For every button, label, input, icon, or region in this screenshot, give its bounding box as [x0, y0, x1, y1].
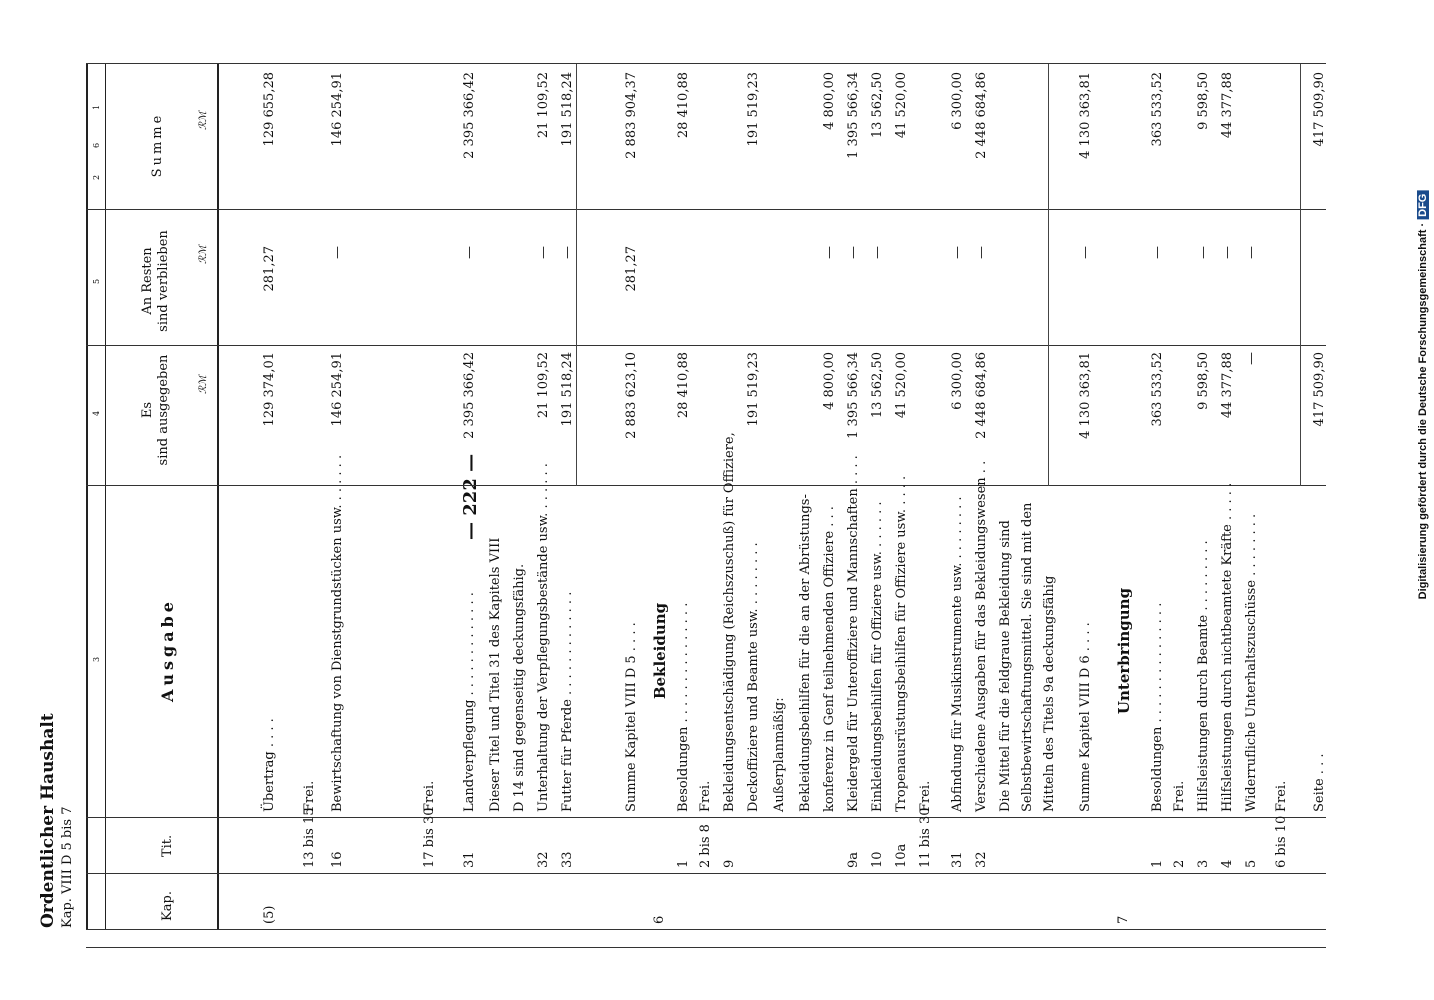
- summe-cell: 2 448 684,86: [974, 72, 989, 159]
- ausgegeben-cell: 21 109,52: [536, 352, 551, 419]
- summe-cell: 1 395 566,34: [846, 72, 861, 159]
- section-heading: Bekleidung: [651, 602, 669, 700]
- ausgegeben-line-1: Es: [140, 401, 155, 419]
- text-cell: Frei.: [698, 780, 713, 812]
- text-cell: Außerplanmäßig:: [772, 697, 787, 812]
- text-cell: Bewirtschaftung von Dienstgrundstücken usw. . . . . . .: [330, 454, 345, 812]
- ausgegeben-cell: 44 377,88: [1220, 352, 1235, 419]
- tit-cell: 31: [950, 851, 965, 868]
- summe-cell: 41 520,00: [894, 72, 909, 139]
- summe-cell: 2 883 904,37: [624, 72, 639, 159]
- resten-line-2: sind verblieben: [156, 230, 171, 332]
- budget-page: [20, 20, 1350, 980]
- text-cell: Frei.: [918, 780, 933, 812]
- page-sum-rule: [1300, 64, 1301, 486]
- text-cell: Frei.: [1274, 780, 1289, 812]
- ausgegeben-cell: 4 800,00: [822, 352, 837, 410]
- resten-col-rule: [86, 209, 1326, 210]
- digitization-text: Digitalisierung gefördert durch die Deutsche Forschungsgemeinschaft ·: [1417, 222, 1429, 600]
- ausgegeben-cell: 41 520,00: [894, 352, 909, 419]
- tit-cell: 16: [330, 851, 345, 868]
- page-title: Ordentlicher Haushalt: [38, 713, 58, 928]
- resten-header: [140, 216, 172, 346]
- tit-cell: 9: [722, 859, 737, 868]
- sum-rule-d6: [1048, 64, 1049, 486]
- summe-cell: 2 395 366,42: [462, 72, 477, 159]
- page-subtitle: Kap. VIII D 5 bis 7: [60, 806, 75, 928]
- resten-cell: —: [330, 246, 345, 259]
- tit-cell: 1: [676, 859, 691, 868]
- summe-cell: 4 800,00: [822, 72, 837, 130]
- resten-cell: 281,27: [262, 246, 277, 292]
- resten-cell: —: [846, 246, 861, 259]
- text-cell: Die Mittel für die feldgraue Bekleidung sind: [998, 520, 1013, 812]
- summe-cell: 44 377,88: [1220, 72, 1235, 139]
- summe-cell: 21 109,52: [536, 72, 551, 139]
- resten-cell: —: [1220, 246, 1235, 259]
- colnum-5: 5: [92, 278, 101, 284]
- text-cell: Mitteln des Titels 9a deckungsfähig: [1042, 575, 1057, 812]
- resten-cell: —: [560, 246, 575, 259]
- tit-cell: 2: [1172, 859, 1187, 868]
- resten-cell: —: [870, 246, 885, 259]
- resten-cell: —: [462, 246, 477, 259]
- text-cell: Selbstbewirtschaftungsmittel. Sie sind mit den: [1020, 502, 1035, 812]
- unit-summe: ℛℳ: [198, 111, 209, 130]
- text-cell: Unterhaltung der Verpflegungsbestände usw. . . . . . .: [536, 463, 551, 812]
- text-cell: Summe Kapitel VIII D 6 . . . .: [1078, 622, 1093, 812]
- summe-cell: 363 533,52: [1150, 72, 1165, 147]
- text-cell: Tropenausrüstungsbeihilfen für Offiziere usw. . . . .: [894, 475, 909, 812]
- table-left-rule: [86, 929, 1326, 930]
- ausgegeben-cell: 9 598,50: [1196, 352, 1211, 410]
- rotated-page: [20, 20, 1350, 980]
- tit-cell: 4: [1220, 859, 1235, 868]
- tit-cell: 32: [974, 851, 989, 868]
- ausgegeben-line-2: sind ausgegeben: [156, 354, 171, 466]
- ausgegeben-cell: 6 300,00: [950, 352, 965, 410]
- col-sep-1: [86, 947, 1326, 948]
- unit-ausgegeben: ℛℳ: [198, 375, 209, 394]
- resten-cell: —: [1150, 246, 1165, 259]
- ausgegeben-cell: 2 395 366,42: [462, 352, 477, 439]
- ausgegeben-cell: 4 130 363,81: [1078, 352, 1093, 439]
- text-cell: Einkleidungsbeihilfen für Offiziere usw. . . . . . .: [870, 501, 885, 812]
- tit-cell: 13 bis 15: [302, 807, 317, 868]
- tit-cell: 10a: [894, 843, 909, 868]
- summe-cell: 191 518,24: [560, 72, 575, 147]
- summe-cell: 4 130 363,81: [1078, 72, 1093, 159]
- ausgegeben-cell: 191 519,23: [746, 352, 761, 427]
- tit-cell: 2 bis 8: [698, 824, 713, 868]
- tit-header: Tit.: [160, 834, 175, 858]
- ausgabe-header: Ausgabe: [158, 598, 177, 702]
- tit-cell: 17 bis 30: [422, 807, 437, 868]
- resten-cell: —: [536, 246, 551, 259]
- tit-cell: 9a: [846, 851, 861, 868]
- digitization-note: [1412, 10, 1434, 780]
- dfg-badge: DFG: [1417, 191, 1429, 220]
- text-cell: Frei.: [1172, 780, 1187, 812]
- resten-cell: —: [974, 246, 989, 259]
- text-cell: D 14 sind gegenseitig deckungsfähig.: [512, 563, 527, 812]
- tit-cell: 31: [462, 851, 477, 868]
- ausgegeben-cell: 363 533,52: [1150, 352, 1165, 427]
- summe-header: Summe: [150, 112, 165, 178]
- tit-cell: 32: [536, 851, 551, 868]
- resten-cell: —: [1244, 246, 1259, 259]
- text-cell: Besoldungen . . . . . . . . . . . . . . .: [1150, 602, 1165, 812]
- tit-cell: 5: [1244, 859, 1259, 868]
- page-number: — 222 —: [460, 453, 481, 540]
- header-rule: [217, 64, 219, 930]
- resten-cell: —: [1196, 246, 1211, 259]
- text-cell: Frei.: [302, 780, 317, 812]
- tit-cell: 3: [1196, 859, 1211, 868]
- tit-cell: 1: [1150, 859, 1165, 868]
- colnum-rule: [105, 64, 106, 930]
- resten-cell: —: [822, 246, 837, 259]
- summe-cell: 191 519,23: [746, 72, 761, 147]
- tit-cell: 10: [870, 851, 885, 868]
- table-right-rule: [86, 63, 1326, 64]
- ausgegeben-cell: 13 562,50: [870, 352, 885, 419]
- text-cell: Landverpflegung . . . . . . . . . . . . .: [462, 592, 477, 812]
- ausgegeben-cell: 28 410,88: [676, 352, 691, 419]
- ausgegeben-cell: 1 395 566,34: [846, 352, 861, 439]
- text-cell: Bekleidungsbeihilfen für die an der Abrüstungs-: [798, 494, 813, 812]
- text-cell: Frei.: [422, 780, 437, 812]
- table-top-rule: [86, 64, 88, 930]
- text-cell: konferenz in Genf teilnehmenden Offiziere . . .: [822, 506, 837, 812]
- text-cell: Übertrag . . . .: [262, 718, 277, 812]
- colnum-1: 1: [92, 104, 101, 110]
- ausgegeben-cell: 129 374,01: [262, 352, 277, 427]
- ausgegeben-cell: 2 448 684,86: [974, 352, 989, 439]
- text-cell: Widerrufliche Unterhaltszuschüsse . . . . . . . .: [1244, 513, 1259, 812]
- kap-cell: 6: [652, 915, 667, 924]
- resten-cell: 281,27: [624, 246, 639, 292]
- page-header: [38, 713, 78, 928]
- text-cell: Verschiedene Ausgaben für das Bekleidungswesen . .: [974, 460, 989, 812]
- text-cell: Bekleidungsentschädigung (Reichszuschuß) für Offiziere,: [722, 432, 737, 812]
- text-cell: Seite . . .: [1312, 753, 1327, 812]
- resten-cell: —: [950, 246, 965, 259]
- text-cell: Hilfsleistungen durch Beamte . . . . . . . . .: [1196, 540, 1211, 812]
- text-col-rule: [86, 485, 1326, 486]
- colnum-6: 6: [92, 142, 101, 148]
- kap-col-rule: [86, 873, 1326, 874]
- summe-cell: 6 300,00: [950, 72, 965, 130]
- ausgegeben-col-rule: [86, 345, 1326, 346]
- summe-cell: 13 562,50: [870, 72, 885, 139]
- text-cell: Abfindung für Musikinstrumente usw. . . . . . . . .: [950, 496, 965, 812]
- unit-resten: ℛℳ: [198, 245, 209, 264]
- summe-cell: 417 509,90: [1312, 72, 1327, 147]
- summe-cell: 146 254,91: [330, 72, 345, 147]
- ausgegeben-cell: 2 883 623,10: [624, 352, 639, 439]
- resten-line-1: An Resten: [140, 247, 155, 315]
- tit-cell: 33: [560, 851, 575, 868]
- text-cell: Hilfsleistungen durch nichtbeamtete Kräfte . . . . .: [1220, 482, 1235, 812]
- kap-cell: 7: [1116, 915, 1131, 924]
- summe-cell: 9 598,50: [1196, 72, 1211, 130]
- text-cell: Summe Kapitel VIII D 5 . . . .: [624, 622, 639, 812]
- text-cell: Besoldungen . . . . . . . . . . . . . . .: [676, 602, 691, 812]
- sum-rule-d5: [576, 64, 577, 486]
- ausgegeben-cell: 146 254,91: [330, 352, 345, 427]
- summe-cell: 129 655,28: [262, 72, 277, 147]
- text-cell: Deckoffiziere und Beamte usw. . . . . . . . .: [746, 542, 761, 812]
- ausgegeben-cell: 417 509,90: [1312, 352, 1327, 427]
- kap-header: Kap.: [160, 891, 175, 921]
- ausgegeben-cell: —: [1244, 352, 1259, 365]
- ausgegeben-cell: 191 518,24: [560, 352, 575, 427]
- resten-cell: —: [1078, 246, 1093, 259]
- kap-cell: (5): [262, 905, 277, 924]
- colnum-4: 4: [92, 410, 101, 416]
- ausgegeben-header: [140, 340, 172, 480]
- section-heading: Unterbringung: [1115, 587, 1133, 715]
- text-cell: Dieser Titel und Titel 31 des Kapitels VIII: [488, 537, 503, 812]
- text-cell: Kleidergeld für Unteroffiziere und Mannschaften . . . .: [846, 455, 861, 812]
- colnum-2: 2: [92, 174, 101, 180]
- colnum-3: 3: [92, 656, 101, 662]
- summe-cell: 28 410,88: [676, 72, 691, 139]
- tit-cell: 6 bis 10: [1274, 815, 1289, 868]
- text-cell: Futter für Pferde . . . . . . . . . . . . .: [560, 591, 575, 812]
- tit-cell: 11 bis 30: [918, 807, 933, 868]
